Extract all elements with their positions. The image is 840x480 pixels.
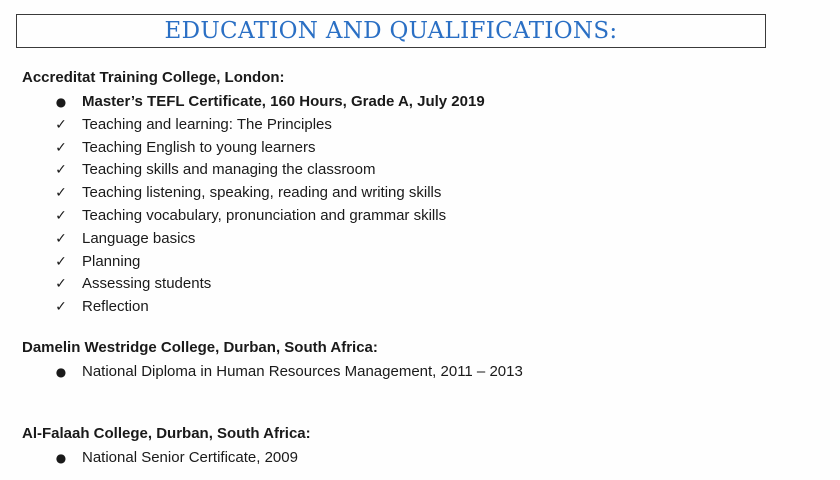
checkmark-icon: ✓ xyxy=(55,185,67,202)
section-heading: EDUCATION AND QUALIFICATIONS: xyxy=(164,17,618,44)
list-item xyxy=(22,91,802,114)
education-entry-accreditat xyxy=(22,68,802,319)
checkmark-icon: ✓ xyxy=(55,207,67,224)
module-text: Teaching and learning: The Principles xyxy=(82,115,332,133)
list-item xyxy=(22,273,802,296)
education-entry-damelin xyxy=(22,338,802,384)
institution-name: Damelin Westridge College, Durban, South Africa: xyxy=(22,339,378,356)
list-item xyxy=(22,228,802,251)
bullet-icon: ● xyxy=(55,451,67,465)
list-item xyxy=(22,447,802,470)
module-text: Assessing students xyxy=(82,275,212,293)
qualification-text: National Senior Certificate, 2009 xyxy=(82,449,298,466)
bullet-icon: ● xyxy=(55,365,67,379)
module-text: Teaching skills and managing the classroom xyxy=(82,161,376,179)
list-item xyxy=(22,205,802,228)
checkmark-icon: ✓ xyxy=(55,230,67,247)
list-item xyxy=(22,296,802,319)
module-text: Teaching English to young learners xyxy=(82,138,316,156)
list-item xyxy=(22,251,802,274)
institution-name: Al-Falaah College, Durban, South Africa: xyxy=(22,425,311,442)
checkmark-icon: ✓ xyxy=(55,162,67,179)
list-item xyxy=(22,159,802,182)
list-item xyxy=(22,114,802,137)
list-item xyxy=(22,137,802,160)
module-text: Planning xyxy=(82,252,141,270)
checkmark-icon: ✓ xyxy=(55,116,67,133)
education-entry-alfalaah xyxy=(22,424,802,470)
checkmark-icon: ✓ xyxy=(55,276,67,293)
checkmark-icon: ✓ xyxy=(55,299,67,316)
bullet-icon: ● xyxy=(55,95,67,109)
list-item xyxy=(22,361,802,384)
section-heading-box xyxy=(16,14,766,48)
institution-name: Accreditat Training College, London: xyxy=(22,69,285,86)
list-item xyxy=(22,182,802,205)
module-text: Teaching listening, speaking, reading and writing skills xyxy=(82,184,442,202)
checkmark-icon: ✓ xyxy=(55,253,67,270)
module-text: Reflection xyxy=(82,298,149,316)
checkmark-icon: ✓ xyxy=(55,139,67,156)
module-text: Language basics xyxy=(82,229,196,247)
qualification-text: Master’s TEFL Certificate, 160 Hours, Grade A, July 2019 xyxy=(82,93,485,110)
qualification-text: National Diploma in Human Resources Management, 2011 – 2013 xyxy=(82,363,523,380)
module-text: Teaching vocabulary, pronunciation and grammar skills xyxy=(82,206,447,224)
